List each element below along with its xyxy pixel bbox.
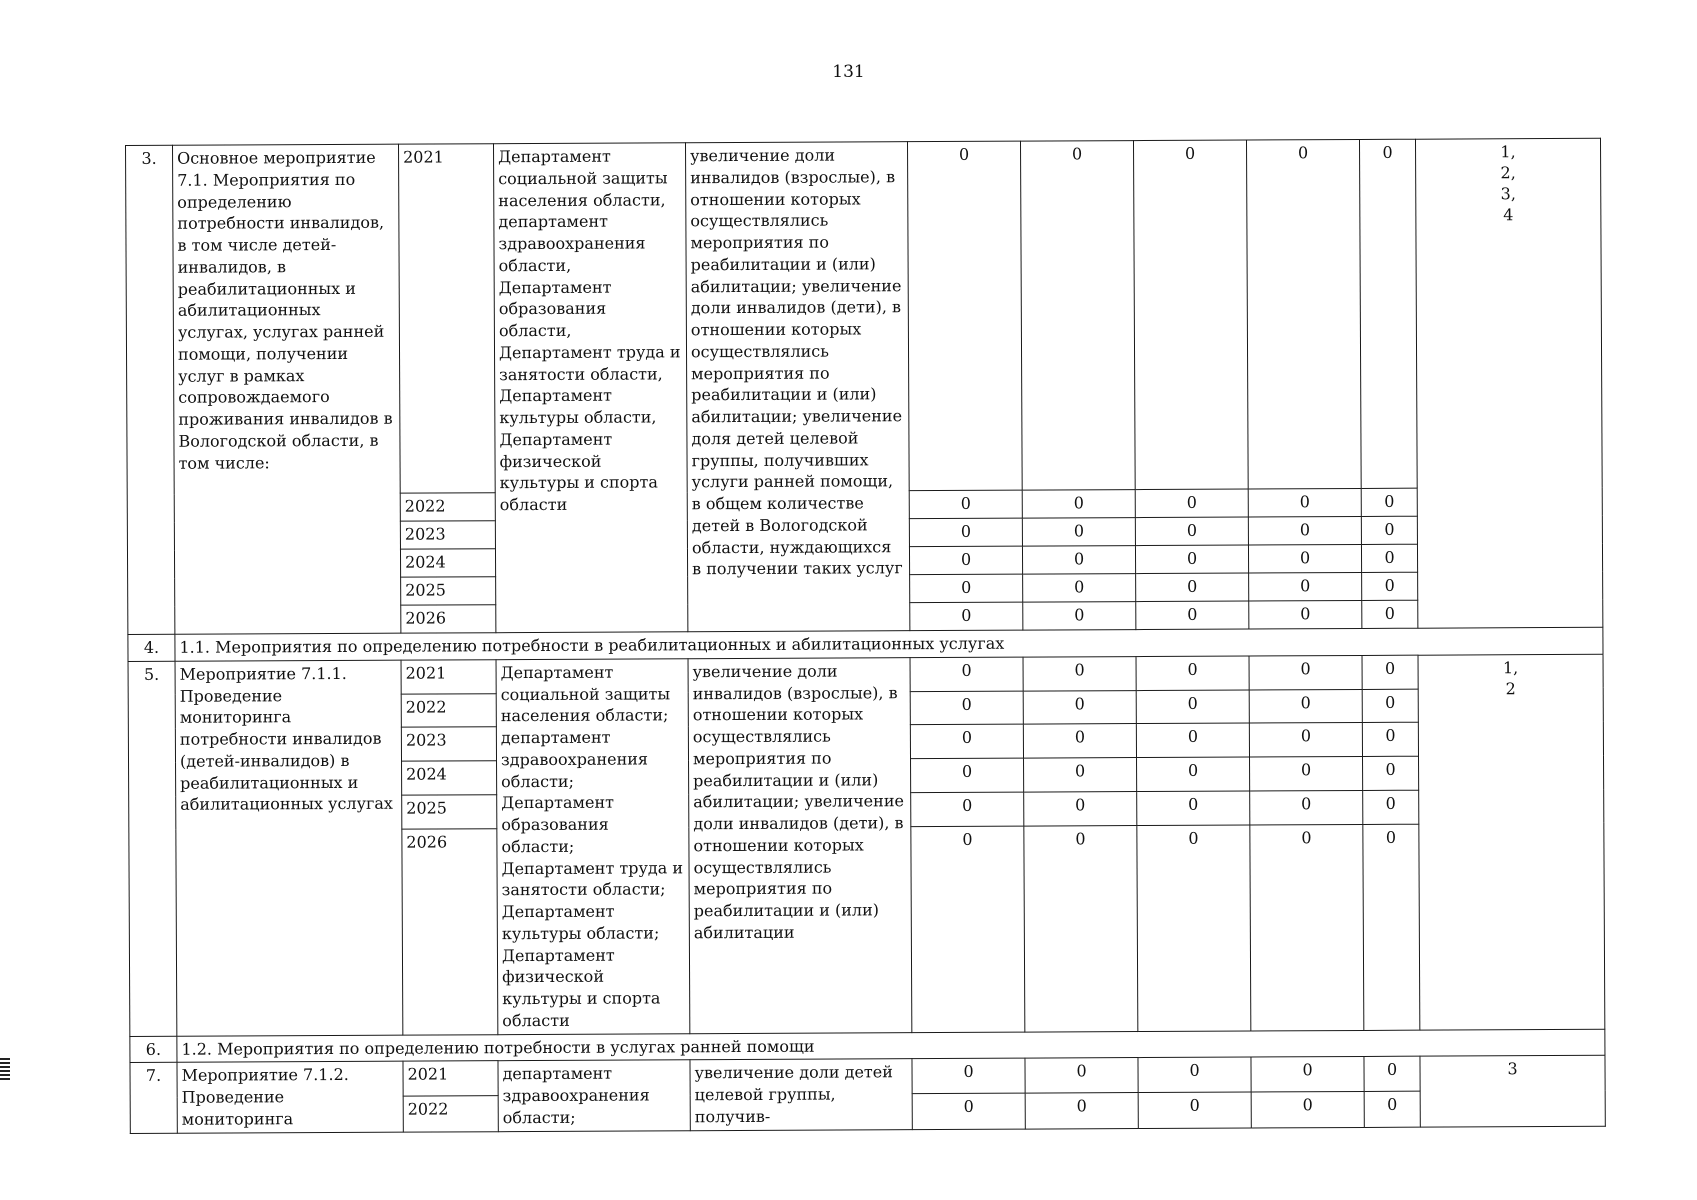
year-cell: 2026 xyxy=(402,829,498,1035)
value-cell: 0 xyxy=(1248,544,1361,573)
value-cell: 0 xyxy=(1024,758,1137,792)
value-cell: 0 xyxy=(1250,824,1364,1030)
value-cell: 0 xyxy=(1361,544,1417,572)
value-cell: 0 xyxy=(1359,139,1417,488)
row-number: 6. xyxy=(130,1036,177,1063)
value-cell: 0 xyxy=(1023,574,1136,603)
value-cell: 0 xyxy=(1363,824,1420,1030)
value-cell: 0 xyxy=(910,691,1023,725)
ref-item: 1, xyxy=(1502,657,1519,678)
value-cell: 0 xyxy=(1135,545,1248,574)
value-cell: 0 xyxy=(1249,723,1362,757)
indicator-refs xyxy=(1415,138,1602,628)
indicators: увеличение доли инвалидов (взрослые), в отношении которых осуществлялись мероприятия по реабилитации и (или) абилитации; увеличение доли инвалидов (дети), в отношении которых осуществлялись мероприятия по реабилитации и (или) абилитации; увеличение доля детей целевой группы, получивших услуги ранней помощи, в общем количестве детей в Вологодской области, нуждающихся в получении таких услуг xyxy=(685,142,909,632)
ref-item: 2 xyxy=(1505,679,1516,699)
value-cell: 0 xyxy=(1362,572,1418,600)
event-name: Мероприятие 7.1.2. Проведение мониторинга xyxy=(177,1061,403,1132)
year-cell: 2023 xyxy=(400,521,495,549)
ref-item: 3, xyxy=(1500,184,1516,204)
year-cell: 2022 xyxy=(403,1096,498,1132)
value-cell: 0 xyxy=(909,490,1022,519)
indicators: увеличение доли детей целевой группы, получив- xyxy=(690,1059,912,1130)
ref-item: 1, xyxy=(1500,142,1516,162)
year-cell: 2025 xyxy=(401,577,496,605)
value-cell: 0 xyxy=(1022,546,1135,575)
year-cell: 2024 xyxy=(400,549,495,577)
value-cell: 0 xyxy=(1025,1058,1138,1094)
value-cell: 0 xyxy=(1248,516,1361,545)
value-cell: 0 xyxy=(1362,689,1418,723)
value-cell: 0 xyxy=(1137,825,1251,1031)
row-number: 3. xyxy=(126,145,175,634)
executors: Департамент социальной защиты населения области, департамент здравоохранения области, Департамент образования области, Департамент труда и занятости области, Департамент культуры области, Департамент физической культуры и спорта области xyxy=(493,143,687,633)
value-cell: 0 xyxy=(1024,826,1138,1032)
scan-edge-marks xyxy=(0,1058,10,1082)
program-table xyxy=(125,138,1606,1134)
row-number: 7. xyxy=(130,1063,177,1133)
year-cell: 2025 xyxy=(402,795,497,829)
value-cell: 0 xyxy=(910,602,1023,631)
year-cell: 2026 xyxy=(401,605,496,633)
value-cell: 0 xyxy=(1136,656,1249,690)
year-cell: 2022 xyxy=(400,493,495,521)
value-cell: 0 xyxy=(911,758,1024,792)
value-cell: 0 xyxy=(1249,655,1362,689)
value-cell: 0 xyxy=(1020,141,1135,491)
value-cell: 0 xyxy=(1024,792,1137,826)
value-cell: 0 xyxy=(1249,689,1362,723)
section-title: 1.1. Мероприятия по определению потребности в реабилитационных и абилитационных услугах xyxy=(175,627,1603,661)
value-cell: 0 xyxy=(910,574,1023,603)
row-number: 4. xyxy=(128,634,175,661)
year-cell: 2023 xyxy=(401,727,496,761)
value-cell: 0 xyxy=(910,657,1023,691)
value-cell: 0 xyxy=(1362,655,1418,689)
ref-item: 3 xyxy=(1507,1059,1518,1079)
value-cell: 0 xyxy=(912,1058,1025,1094)
value-cell: 0 xyxy=(1246,139,1361,489)
indicators: увеличение доли инвалидов (взрослые), в отношении которых осуществлялись мероприятия по реабилитации и (или) абилитации; увеличение доли инвалидов (дети), в отношении которых осуществлялись мероприятия по реабилитации и (или) абилитации xyxy=(688,657,912,1033)
value-cell: 0 xyxy=(910,725,1023,759)
ref-item: 2, xyxy=(1500,163,1516,183)
year-cell: 2021 xyxy=(398,144,495,493)
year-cell: 2024 xyxy=(402,761,497,795)
section-title: 1.2. Мероприятия по определению потребности в услугах ранней помощи xyxy=(177,1029,1605,1063)
value-cell: 0 xyxy=(1023,690,1136,724)
value-cell: 0 xyxy=(1023,656,1136,690)
event-name: Мероприятие 7.1.1. Проведение мониторинга потребности инвалидов (детей-инвалидов) в реабилитационных и абилитационных услугах xyxy=(175,660,403,1036)
value-cell: 0 xyxy=(909,546,1022,575)
value-cell: 0 xyxy=(1364,1092,1420,1127)
executors: Департамент социальной защиты населения области; департамент здравоохранения области; Департамент образования области; Департамент труда и занятости области; Департамент культуры области; Департамент физической культуры и спорта области xyxy=(496,659,690,1035)
indicator-refs xyxy=(1420,1056,1605,1127)
value-cell: 0 xyxy=(1249,600,1362,629)
value-cell: 0 xyxy=(1250,757,1363,791)
table-row xyxy=(126,138,1603,494)
value-cell: 0 xyxy=(1137,757,1250,791)
value-cell: 0 xyxy=(1136,723,1249,757)
document-page xyxy=(125,138,1606,1134)
value-cell: 0 xyxy=(1022,518,1135,547)
value-cell: 0 xyxy=(911,792,1024,826)
value-cell: 0 xyxy=(1251,1092,1364,1128)
value-cell: 0 xyxy=(909,518,1022,547)
year-cell: 2021 xyxy=(403,1061,498,1097)
value-cell: 0 xyxy=(1136,690,1249,724)
indicator-refs xyxy=(1418,654,1605,1030)
value-cell: 0 xyxy=(1138,1092,1251,1128)
value-cell: 0 xyxy=(1133,140,1248,490)
value-cell: 0 xyxy=(1248,488,1361,517)
executors: департамент здравоохранения области; xyxy=(498,1060,690,1131)
value-cell: 0 xyxy=(907,141,1022,491)
row-number: 5. xyxy=(128,661,177,1036)
value-cell: 0 xyxy=(1364,1056,1420,1091)
value-cell: 0 xyxy=(1363,756,1419,790)
value-cell: 0 xyxy=(1136,573,1249,602)
value-cell: 0 xyxy=(1025,1093,1138,1129)
value-cell: 0 xyxy=(1023,602,1136,631)
event-name: Основное мероприятие 7.1. Мероприятия по определению потребности инвалидов, в том числе детей-инвалидов, в реабилитационных и абилитационных услугах, услугах ранней помощи, получении услуг в рамках сопровождаемого проживания инвалидов в Вологодской области, в том числе: xyxy=(173,144,401,634)
value-cell: 0 xyxy=(1135,489,1248,518)
page-number: 131 xyxy=(832,62,865,82)
value-cell: 0 xyxy=(1362,723,1418,757)
value-cell: 0 xyxy=(1136,601,1249,630)
value-cell: 0 xyxy=(1138,1057,1251,1093)
value-cell: 0 xyxy=(1363,790,1419,824)
value-cell: 0 xyxy=(1250,791,1363,825)
value-cell: 0 xyxy=(1361,488,1417,516)
year-cell: 2021 xyxy=(401,659,496,693)
value-cell: 0 xyxy=(1249,572,1362,601)
value-cell: 0 xyxy=(1137,791,1250,825)
ref-item: 4 xyxy=(1503,205,1514,225)
value-cell: 0 xyxy=(1251,1057,1364,1093)
value-cell: 0 xyxy=(1135,517,1248,546)
year-cell: 2022 xyxy=(401,693,496,727)
value-cell: 0 xyxy=(1022,490,1135,519)
value-cell: 0 xyxy=(1361,516,1417,544)
value-cell: 0 xyxy=(911,826,1025,1032)
value-cell: 0 xyxy=(1362,600,1418,628)
value-cell: 0 xyxy=(912,1093,1025,1129)
value-cell: 0 xyxy=(1023,724,1136,758)
